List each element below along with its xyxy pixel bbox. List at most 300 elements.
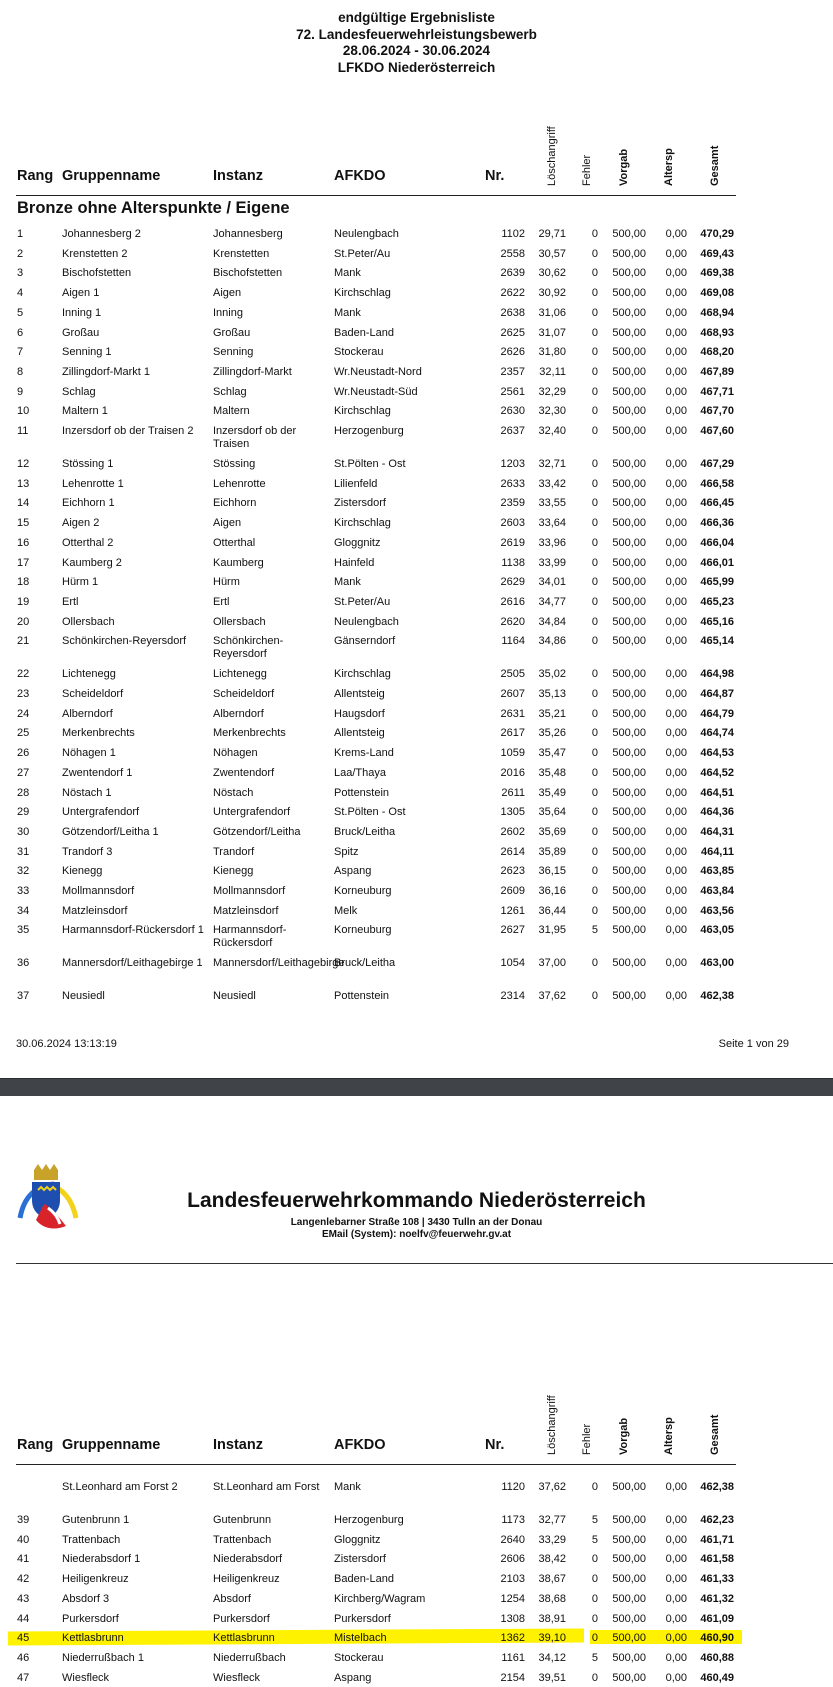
cell-group-name: Krenstetten 2 (62, 247, 128, 260)
cell-rank: 37 (17, 990, 30, 1003)
cell-errors: 0 (591, 1632, 598, 1645)
cell-total-score: 465,14 (700, 635, 734, 648)
cell-rank: 4 (17, 287, 24, 300)
cell-errors: 5 (591, 1514, 598, 1526)
column-header-altersp: Altersp (663, 1417, 675, 1455)
cell-number: 2607 (500, 688, 525, 700)
cell-loeschangriff-time: 34,84 (538, 615, 566, 628)
cell-age-points: 0,00 (665, 595, 687, 608)
cell-instance: Großau (213, 326, 251, 339)
cell-rank: 41 (17, 1553, 30, 1566)
cell-afkdo: Gloggnitz (334, 1533, 381, 1546)
cell-rank: 40 (17, 1533, 30, 1546)
cell-loeschangriff-time: 31,80 (538, 346, 566, 359)
cell-loeschangriff-time: 32,29 (538, 385, 566, 398)
cell-instance: Trattenbach (213, 1533, 272, 1546)
cell-loeschangriff-time: 39,10 (538, 1632, 566, 1645)
cell-base-score: 500,00 (612, 1481, 646, 1493)
cell-rank: 8 (17, 365, 24, 378)
column-header-loeschangriff: Löschangriff (546, 126, 558, 186)
cell-afkdo: Pottenstein (334, 990, 390, 1003)
cell-total-score: 464,87 (700, 688, 734, 700)
cell-afkdo: Mank (334, 1481, 361, 1493)
cell-age-points: 0,00 (665, 786, 687, 799)
cell-loeschangriff-time: 31,06 (538, 306, 566, 319)
cell-base-score: 500,00 (612, 845, 646, 858)
cell-errors: 0 (591, 556, 598, 569)
cell-rank: 10 (17, 405, 30, 418)
cell-number: 2561 (500, 385, 525, 398)
cell-instance: Nöhagen (213, 747, 258, 760)
cell-age-points: 0,00 (665, 1651, 687, 1664)
cell-loeschangriff-time: 31,95 (538, 924, 566, 937)
cell-afkdo: Neulengbach (334, 228, 399, 240)
cell-age-points: 0,00 (665, 326, 687, 339)
cell-loeschangriff-time: 30,62 (538, 267, 566, 280)
cell-age-points: 0,00 (665, 845, 687, 858)
cell-number: 2639 (500, 267, 525, 280)
cell-number: 2558 (500, 247, 525, 260)
cell-instance: Eichhorn (213, 497, 257, 510)
cell-rank: 32 (17, 865, 30, 878)
cell-age-points: 0,00 (665, 924, 687, 937)
cell-base-score: 500,00 (612, 924, 646, 937)
column-header-fehler: Fehler (581, 1423, 593, 1455)
cell-age-points: 0,00 (665, 287, 687, 300)
cell-errors: 0 (591, 727, 598, 740)
cell-afkdo: Herzogenburg (334, 425, 404, 437)
cell-afkdo: St.Pölten - Ost (334, 458, 406, 470)
cell-number: 1203 (500, 458, 525, 470)
cell-group-name: Otterthal 2 (62, 536, 114, 549)
cell-instance: Scheideldorf (213, 688, 275, 700)
cell-base-score: 500,00 (612, 1514, 646, 1526)
cell-errors: 0 (591, 747, 598, 760)
cell-loeschangriff-time: 35,89 (538, 845, 566, 858)
cell-number: 2637 (500, 425, 525, 437)
cell-number: 2622 (500, 287, 525, 300)
cell-afkdo: Zistersdorf (334, 497, 386, 510)
cell-group-name: Neusiedl (62, 990, 105, 1003)
cell-total-score: 463,85 (700, 865, 734, 878)
cell-total-score: 464,53 (700, 747, 734, 760)
cell-afkdo: Bruck/Leitha (334, 957, 396, 970)
cell-number: 1120 (501, 1481, 525, 1493)
cell-total-score: 464,51 (700, 786, 734, 799)
cell-rank: 42 (17, 1573, 30, 1586)
cell-instance: Hürm (213, 576, 240, 589)
cell-age-points: 0,00 (665, 497, 687, 510)
cell-errors: 0 (591, 247, 598, 260)
cell-age-points: 0,00 (665, 1481, 687, 1493)
cell-number: 1102 (501, 228, 525, 240)
cell-age-points: 0,00 (665, 904, 687, 917)
cell-number: 2103 (500, 1573, 525, 1586)
cell-afkdo: St.Pölten - Ost (334, 806, 406, 819)
cell-loeschangriff-time: 37,62 (538, 1481, 566, 1493)
letterhead-address: Langenlebarner Straße 108 | 3430 Tulln an der Donau (290, 1217, 543, 1228)
column-header-instanz: Instanz (213, 168, 263, 184)
cell-number: 1164 (501, 635, 525, 648)
cell-loeschangriff-time: 37,62 (538, 990, 566, 1003)
cell-afkdo: Mank (334, 576, 361, 589)
letterhead-divider (16, 1263, 833, 1264)
cell-rank: 21 (17, 635, 30, 648)
cell-number: 2633 (500, 477, 525, 490)
cell-rank: 26 (17, 747, 30, 760)
cell-base-score: 500,00 (612, 326, 646, 339)
cell-afkdo: Korneuburg (334, 924, 392, 937)
cell-age-points: 0,00 (665, 865, 687, 878)
cell-errors: 0 (591, 405, 598, 418)
cell-number: 1059 (500, 747, 525, 760)
cell-age-points: 0,00 (665, 1612, 687, 1625)
cell-total-score: 463,56 (700, 904, 734, 917)
cell-number: 2623 (500, 865, 525, 878)
cell-total-score: 466,01 (700, 556, 734, 569)
cell-age-points: 0,00 (665, 576, 687, 589)
cell-rank: 34 (17, 904, 30, 917)
column-header-nr: Nr. (485, 1437, 505, 1453)
cell-number: 2314 (500, 990, 525, 1003)
cell-group-name: Ollersbach (62, 615, 115, 628)
cell-afkdo: Wr.Neustadt-Nord (334, 365, 422, 378)
cell-afkdo: Kirchschlag (334, 517, 391, 530)
cell-instance: Heiligenkreuz (213, 1573, 280, 1586)
cell-age-points: 0,00 (665, 385, 687, 398)
cell-errors: 0 (591, 326, 598, 339)
cell-total-score: 464,11 (700, 845, 734, 858)
cell-loeschangriff-time: 38,91 (538, 1612, 566, 1625)
cell-total-score: 468,93 (700, 326, 734, 339)
cell-rank: 20 (17, 615, 30, 628)
cell-group-name: Mannersdorf/Leithagebirge 1 (62, 957, 203, 970)
cell-total-score: 460,88 (700, 1651, 734, 1664)
cell-loeschangriff-time: 32,71 (538, 458, 566, 470)
cell-age-points: 0,00 (665, 885, 687, 897)
cell-rank: 23 (17, 688, 30, 700)
cell-age-points: 0,00 (665, 1514, 687, 1526)
cell-age-points: 0,00 (665, 365, 687, 378)
cell-total-score: 467,89 (700, 365, 734, 378)
cell-loeschangriff-time: 39,51 (538, 1671, 566, 1684)
cell-errors: 0 (591, 885, 598, 897)
cell-group-name: Senning 1 (62, 346, 112, 359)
cell-number: 1054 (500, 957, 525, 970)
column-header-rang: Rang (17, 1437, 54, 1453)
cell-group-name: Merkenbrechts (62, 727, 135, 740)
cell-afkdo: Aspang (334, 1671, 372, 1684)
cell-errors: 0 (591, 1573, 598, 1586)
cell-age-points: 0,00 (665, 806, 687, 819)
cell-loeschangriff-time: 32,77 (538, 1514, 566, 1526)
cell-rank: 19 (17, 595, 30, 608)
cell-group-name: Inning 1 (62, 306, 102, 319)
cell-rank: 27 (17, 766, 30, 779)
cell-group-name: Aigen 1 (62, 287, 100, 300)
cell-total-score: 463,84 (700, 885, 734, 897)
list-title: endgültige Ergebnisliste (338, 10, 495, 25)
cell-instance: Aigen (213, 287, 242, 300)
cell-total-score: 463,05 (700, 924, 734, 937)
cell-age-points: 0,00 (665, 635, 687, 648)
cell-group-name: Trandorf 3 (62, 845, 113, 858)
cell-total-score: 462,23 (700, 1514, 734, 1526)
cell-loeschangriff-time: 33,96 (538, 536, 566, 549)
cell-total-score: 461,71 (700, 1533, 734, 1546)
cell-number: 1161 (501, 1651, 525, 1664)
cell-instance: Trandorf (213, 845, 255, 858)
cell-group-name: Harmannsdorf-Rückersdorf 1 (62, 924, 204, 937)
cell-base-score: 500,00 (612, 1651, 646, 1664)
cell-number: 2620 (500, 615, 525, 628)
cell-instance: Harmannsdorf-Rückersdorf (213, 924, 287, 949)
cell-group-name: Johannesberg 2 (62, 228, 141, 240)
cell-afkdo: Baden-Land (334, 1573, 394, 1586)
cell-instance: Senning (213, 346, 254, 359)
cell-group-name: Kaumberg 2 (62, 556, 122, 569)
cell-loeschangriff-time: 33,29 (538, 1533, 566, 1546)
cell-loeschangriff-time: 36,16 (538, 885, 566, 897)
cell-instance: Wiesfleck (213, 1671, 261, 1684)
date-range: 28.06.2024 - 30.06.2024 (342, 43, 491, 58)
cell-total-score: 466,58 (700, 477, 734, 490)
cell-age-points: 0,00 (665, 707, 687, 720)
cell-loeschangriff-time: 33,42 (538, 477, 566, 490)
cell-age-points: 0,00 (665, 477, 687, 490)
cell-errors: 0 (591, 1592, 598, 1605)
column-header-gesamt: Gesamt (709, 1414, 721, 1455)
cell-loeschangriff-time: 34,01 (538, 576, 566, 589)
cell-total-score: 466,36 (700, 517, 734, 530)
cell-errors: 0 (591, 228, 598, 240)
cell-loeschangriff-time: 36,44 (538, 904, 566, 917)
cell-rank: 11 (17, 425, 29, 437)
cell-number: 2627 (500, 924, 525, 937)
cell-total-score: 461,33 (700, 1573, 734, 1586)
cell-afkdo: Allentsteig (334, 727, 385, 740)
cell-afkdo: Stockerau (334, 346, 384, 359)
cell-errors: 0 (591, 806, 598, 819)
cell-base-score: 500,00 (612, 458, 646, 470)
cell-age-points: 0,00 (665, 306, 687, 319)
cell-rank: 12 (17, 458, 30, 470)
cell-base-score: 500,00 (612, 287, 646, 300)
cell-number: 2616 (500, 595, 525, 608)
cell-age-points: 0,00 (665, 247, 687, 260)
cell-group-name: Nöhagen 1 (62, 747, 116, 760)
cell-base-score: 500,00 (612, 477, 646, 490)
cell-group-name: Lichtenegg (62, 668, 116, 681)
cell-group-name: Aigen 2 (62, 517, 100, 530)
cell-total-score: 461,58 (700, 1553, 734, 1566)
cell-number: 2630 (500, 405, 525, 418)
cell-loeschangriff-time: 35,69 (538, 825, 566, 838)
cell-base-score: 500,00 (612, 1632, 646, 1645)
cell-group-name: Eichhorn 1 (62, 497, 115, 510)
cell-rank: 6 (17, 326, 24, 339)
cell-number: 1305 (500, 806, 525, 819)
cell-base-score: 500,00 (612, 497, 646, 510)
cell-afkdo: Mistelbach (334, 1632, 387, 1645)
cell-base-score: 500,00 (612, 806, 646, 819)
cell-instance: Schönkirchen-Reyersdorf (213, 635, 284, 660)
cell-instance: Mannersdorf/Leithagebirge (213, 957, 345, 970)
cell-rank: 44 (17, 1612, 30, 1625)
header-rule (16, 195, 736, 196)
cell-afkdo: Stockerau (334, 1651, 384, 1664)
cell-instance: Inzersdorf ob der Traisen (213, 425, 297, 450)
column-header-vorgab: Vorgab (618, 148, 630, 186)
cell-group-name: Alberndorf (62, 707, 113, 720)
cell-group-name: Inzersdorf ob der Traisen 2 (62, 425, 194, 437)
cell-base-score: 500,00 (612, 786, 646, 799)
cell-rank: 45 (17, 1632, 30, 1645)
cell-total-score: 464,36 (700, 806, 734, 819)
cell-instance: Kaumberg (213, 556, 264, 569)
cell-group-name: Zwentendorf 1 (62, 766, 133, 779)
cell-group-name: Schlag (62, 385, 96, 398)
cell-number: 1261 (500, 904, 525, 917)
cell-loeschangriff-time: 35,13 (538, 688, 566, 700)
cell-loeschangriff-time: 38,67 (538, 1573, 566, 1586)
cell-age-points: 0,00 (665, 458, 687, 470)
cell-rank: 7 (17, 346, 24, 359)
cell-total-score: 464,74 (700, 727, 734, 740)
cell-total-score: 467,71 (700, 385, 734, 398)
cell-age-points: 0,00 (665, 267, 687, 280)
cell-instance: Zillingdorf-Markt (213, 365, 292, 378)
cell-errors: 0 (591, 865, 598, 878)
cell-afkdo: Laa/Thaya (334, 766, 386, 779)
cell-afkdo: Hainfeld (334, 556, 375, 569)
cell-afkdo: Bruck/Leitha (334, 825, 396, 838)
cell-total-score: 466,45 (700, 497, 734, 510)
cell-age-points: 0,00 (665, 425, 687, 437)
cell-base-score: 500,00 (612, 766, 646, 779)
cell-group-name: St.Leonhard am Forst 2 (62, 1481, 178, 1493)
cell-afkdo: Pottenstein (334, 786, 390, 799)
cell-rank: 24 (17, 707, 30, 720)
cell-instance: Kettlasbrunn (213, 1632, 275, 1645)
cell-group-name: Mollmannsdorf (62, 885, 135, 897)
cell-total-score: 467,29 (700, 458, 734, 470)
cell-number: 2619 (500, 536, 525, 549)
cell-base-score: 500,00 (612, 707, 646, 720)
cell-rank: 22 (17, 668, 30, 681)
cell-afkdo: Krems-Land (334, 747, 394, 760)
cell-base-score: 500,00 (612, 957, 646, 970)
cell-base-score: 500,00 (612, 1573, 646, 1586)
cell-rank: 16 (17, 536, 30, 549)
cell-total-score: 464,52 (700, 766, 734, 779)
organizer: LFKDO Niederösterreich (337, 60, 496, 75)
column-header-afkdo: AFKDO (334, 1437, 386, 1453)
cell-rank: 31 (17, 845, 30, 858)
cell-errors: 5 (591, 1533, 598, 1546)
cell-age-points: 0,00 (665, 1573, 687, 1586)
cell-instance: Matzleinsdorf (213, 904, 279, 917)
cell-errors: 0 (591, 786, 598, 799)
cell-number: 2629 (500, 576, 525, 589)
cell-rank: 5 (17, 306, 24, 319)
table-header (0, 106, 740, 196)
cell-errors: 0 (591, 615, 598, 628)
cell-afkdo: Mank (334, 267, 361, 280)
column-header-altersp: Altersp (663, 148, 675, 186)
cell-loeschangriff-time: 30,57 (538, 247, 566, 260)
cell-total-score: 460,49 (700, 1671, 734, 1684)
cell-number: 1254 (500, 1592, 525, 1605)
print-timestamp: 30.06.2024 13:13:19 (16, 1038, 117, 1050)
cell-number: 2638 (500, 306, 525, 319)
cell-base-score: 500,00 (612, 405, 646, 418)
cell-age-points: 0,00 (665, 228, 687, 240)
cell-errors: 0 (591, 306, 598, 319)
column-header-gruppenname: Gruppenname (62, 1437, 161, 1453)
cell-group-name: Absdorf 3 (62, 1592, 110, 1605)
cell-loeschangriff-time: 38,68 (538, 1592, 566, 1605)
cell-base-score: 500,00 (612, 346, 646, 359)
cell-group-name: Trattenbach (62, 1533, 121, 1546)
cell-afkdo: Gänserndorf (334, 635, 396, 648)
cell-afkdo: Aspang (334, 865, 372, 878)
cell-rank: 3 (17, 267, 24, 280)
cell-loeschangriff-time: 34,86 (538, 635, 566, 648)
cell-base-score: 500,00 (612, 635, 646, 648)
cell-rank: 30 (17, 825, 30, 838)
cell-base-score: 500,00 (612, 1592, 646, 1605)
cell-instance: Stössing (213, 458, 256, 470)
cell-loeschangriff-time: 33,55 (538, 497, 566, 510)
cell-age-points: 0,00 (665, 1533, 687, 1546)
cell-base-score: 500,00 (612, 517, 646, 530)
cell-base-score: 500,00 (612, 365, 646, 378)
cell-errors: 0 (591, 365, 598, 378)
cell-afkdo: Korneuburg (334, 885, 392, 897)
cell-errors: 0 (591, 267, 598, 280)
cell-number: 2606 (500, 1553, 525, 1566)
cell-errors: 0 (591, 536, 598, 549)
cell-loeschangriff-time: 35,64 (538, 806, 566, 819)
cell-instance: Johannesberg (213, 228, 283, 240)
cell-group-name: Bischofstetten (62, 267, 132, 280)
cell-afkdo: Zistersdorf (334, 1553, 386, 1566)
cell-errors: 0 (591, 707, 598, 720)
cell-afkdo: Mank (334, 306, 361, 319)
cell-errors: 0 (591, 688, 598, 700)
cell-afkdo: Allentsteig (334, 688, 385, 700)
cell-errors: 0 (591, 576, 598, 589)
cell-rank: 46 (17, 1651, 30, 1664)
column-header-afkdo: AFKDO (334, 168, 386, 184)
cell-number: 2357 (500, 365, 525, 378)
cell-base-score: 500,00 (612, 615, 646, 628)
cell-age-points: 0,00 (665, 1632, 687, 1645)
cell-total-score: 467,70 (700, 405, 734, 418)
cell-errors: 0 (591, 477, 598, 490)
cell-base-score: 500,00 (612, 247, 646, 260)
cell-age-points: 0,00 (665, 405, 687, 418)
cell-afkdo: St.Peter/Au (334, 247, 391, 260)
cell-rank: 36 (17, 957, 30, 970)
cell-afkdo: Purkersdorf (334, 1612, 391, 1625)
cell-age-points: 0,00 (665, 536, 687, 549)
cell-instance: Aigen (213, 517, 242, 530)
cell-errors: 0 (591, 825, 598, 838)
letterhead-title: Landesfeuerwehrkommando Niederösterreich (187, 1189, 646, 1212)
cell-afkdo: Baden-Land (334, 326, 394, 339)
